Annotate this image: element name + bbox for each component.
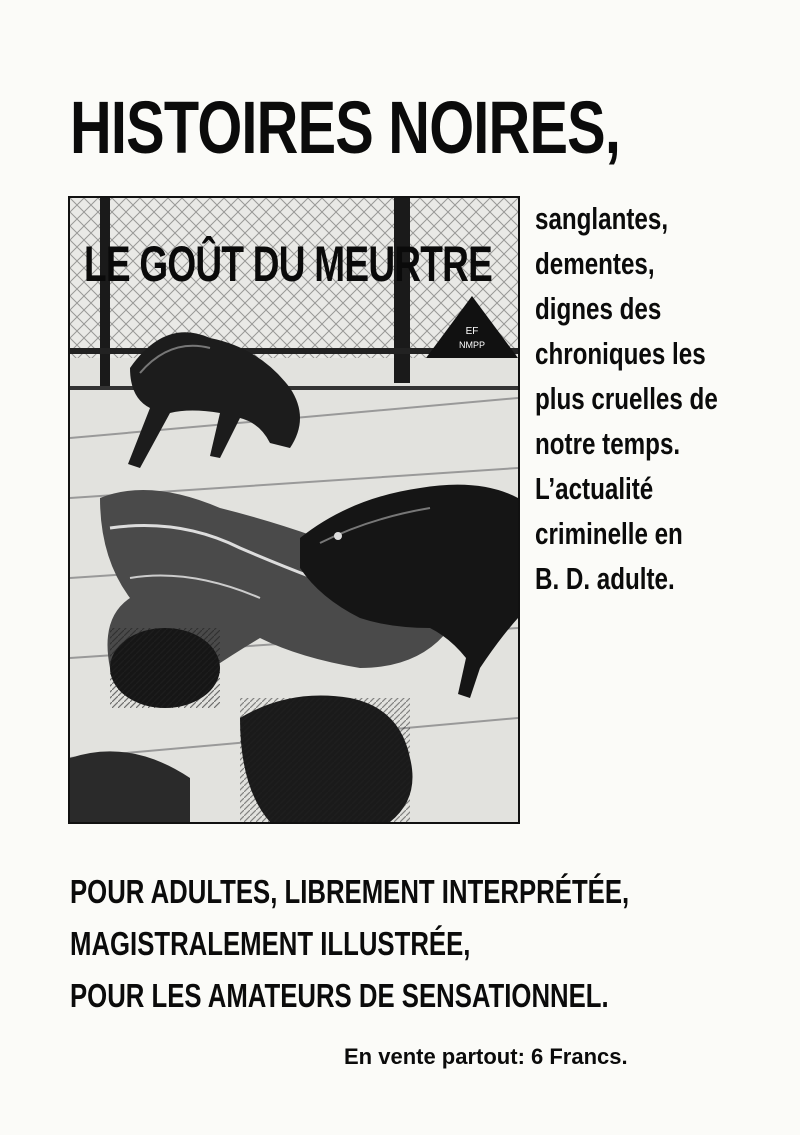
- price-line: En vente partout: 6 Francs.: [344, 1044, 628, 1069]
- side-line: dignes des: [535, 291, 662, 326]
- side-line: chroniques les: [535, 336, 706, 371]
- tagline-line: POUR LES AMATEURS DE SENSATIONNEL.: [70, 977, 609, 1014]
- side-line: notre temps.: [535, 426, 681, 461]
- distributor-badge: [426, 296, 518, 360]
- side-description: [535, 196, 718, 601]
- badge-line-2: NMPP: [458, 340, 485, 350]
- tagline-line: POUR ADULTES, LIBREMENT INTERPRÉTÉE,: [70, 873, 630, 910]
- cover-title: LE GOÛT DU MEURTRE: [84, 236, 493, 292]
- side-line: plus cruelles de: [535, 381, 718, 416]
- side-line: criminelle en: [535, 516, 683, 551]
- side-line: L’actualité: [535, 471, 654, 506]
- side-line: dementes,: [535, 246, 655, 281]
- tagline-line: MAGISTRALEMENT ILLUSTRÉE,: [70, 925, 471, 962]
- comic-cover: [68, 196, 520, 824]
- side-line: sanglantes,: [535, 201, 669, 236]
- headline: HISTOIRES NOIRES,: [70, 86, 621, 169]
- side-line: B. D. adulte.: [535, 561, 675, 596]
- tagline-block: [70, 866, 629, 1022]
- badge-line-1: EF: [465, 326, 479, 337]
